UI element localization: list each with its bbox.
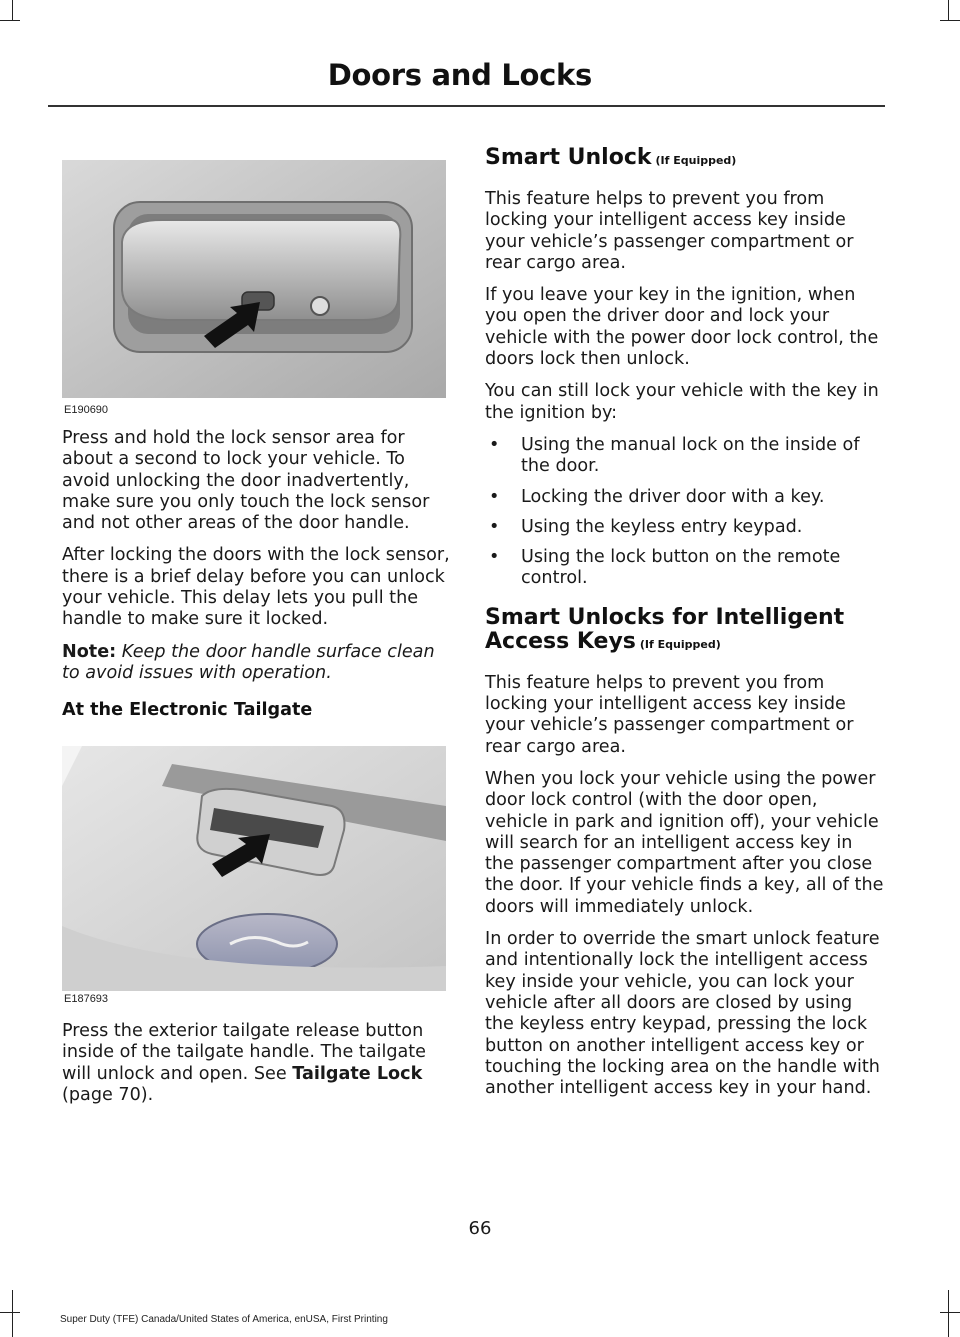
tailgate-handle-illustration	[62, 746, 446, 991]
paragraph	[62, 1021, 452, 1106]
crop-mark	[0, 1312, 20, 1313]
figure-id-2: E187693	[64, 993, 109, 1005]
note-text: Keep the door handle surface clean to avoid issues with operation.	[62, 641, 435, 683]
section-heading-title-line1: Smart Unlocks for Intelligent	[485, 604, 845, 630]
list-item-text: Using the manual lock on the inside of the door.	[521, 434, 860, 477]
page-title: Doors and Locks	[327, 58, 592, 92]
paragraph: If you leave your key in the ignition, when you open the driver door and lock your vehicle with the power door lock control, the doors lock then unlock.	[485, 285, 879, 370]
figure-id-1: E190690	[64, 404, 109, 416]
page-number: 66	[468, 1218, 492, 1239]
section-heading	[485, 146, 885, 173]
paragraph: This feature helps to prevent you from locking your intelligent access key inside your vehicle’s passenger compartment or rear cargo area.	[485, 672, 854, 757]
paragraph: You can still lock your vehicle with the key in the ignition by:	[485, 381, 879, 423]
section-heading	[485, 606, 885, 657]
bullet-icon: •	[489, 516, 500, 537]
section-heading-title-line2: Access Keys	[485, 628, 636, 654]
left-column	[62, 428, 452, 720]
equipped-label: (If Equipped)	[639, 637, 721, 651]
list-item-text: Using the keyless entry keypad.	[521, 516, 803, 537]
tailgate-drawing	[62, 746, 446, 991]
paragraph: This feature helps to prevent you from locking your intelligent access key inside your vehicle’s passenger compartment or rear cargo area.	[485, 189, 854, 273]
crop-mark	[940, 20, 960, 21]
bullet-list	[485, 435, 885, 590]
bullet-icon: •	[489, 434, 500, 455]
crop-mark	[12, 0, 13, 20]
right-column	[485, 146, 885, 1110]
door-handle-drawing	[62, 160, 446, 398]
footer-text: Super Duty (TFE) Canada/United States of America, enUSA, First Printing	[60, 1314, 388, 1325]
door-handle-illustration	[62, 160, 446, 398]
list-item-text: Using the lock button on the remote control.	[521, 547, 841, 589]
crop-mark	[948, 0, 949, 20]
list-item	[485, 487, 885, 508]
subheading: At the Electronic Tailgate	[62, 700, 313, 721]
paragraph: After locking the doors with the lock sensor, there is a brief delay before you can unlock your vehicle. This delay lets you pull the handle to make sure it locked.	[62, 545, 450, 630]
paragraph: Press and hold the lock sensor area for about a second to lock your vehicle. To avoid unlocking the door inadvertently, make sure you only touch the lock sensor and not other areas of the door handle.	[62, 428, 430, 534]
equipped-label: (If Equipped)	[655, 154, 737, 167]
left-column-bottom	[62, 1021, 452, 1117]
crop-mark	[940, 1312, 960, 1313]
list-item	[485, 517, 885, 538]
cross-reference-link[interactable]: Tailgate Lock	[292, 1063, 423, 1084]
paragraph: In order to override the smart unlock feature and intentionally lock the intelligent access key inside your vehicle, you can lock your vehicle after all doors are closed by using the keyless entry keypad, pressing the lock button on another intelligent access key or touching the locking area on the handle with another intelligent access key in your hand.	[485, 929, 880, 1099]
note	[62, 642, 452, 685]
bullet-icon: •	[489, 547, 500, 568]
list-item-text: Locking the driver door with a key.	[521, 486, 825, 507]
crop-mark	[0, 20, 20, 21]
paragraph-text: Press the exterior tailgate release button inside of the tailgate handle. The tailgate will unlock and open. See	[62, 1021, 427, 1084]
crop-mark	[12, 1290, 13, 1337]
note-label: Note:	[62, 641, 117, 662]
page-reference: (page 70).	[62, 1084, 154, 1105]
list-item	[485, 435, 885, 478]
crop-mark	[948, 1290, 949, 1337]
paragraph: When you lock your vehicle using the power door lock control (with the door open, vehicle in park and ignition off), your vehicle will search for an intelligent access key in the passenger compartment after you close the door. If your vehicle finds a key, all of the doors will immediately unlock.	[485, 768, 884, 917]
bullet-icon: •	[489, 486, 500, 507]
list-item	[485, 547, 885, 590]
section-heading-title: Smart Unlock	[485, 145, 652, 170]
header-rule	[48, 105, 885, 107]
